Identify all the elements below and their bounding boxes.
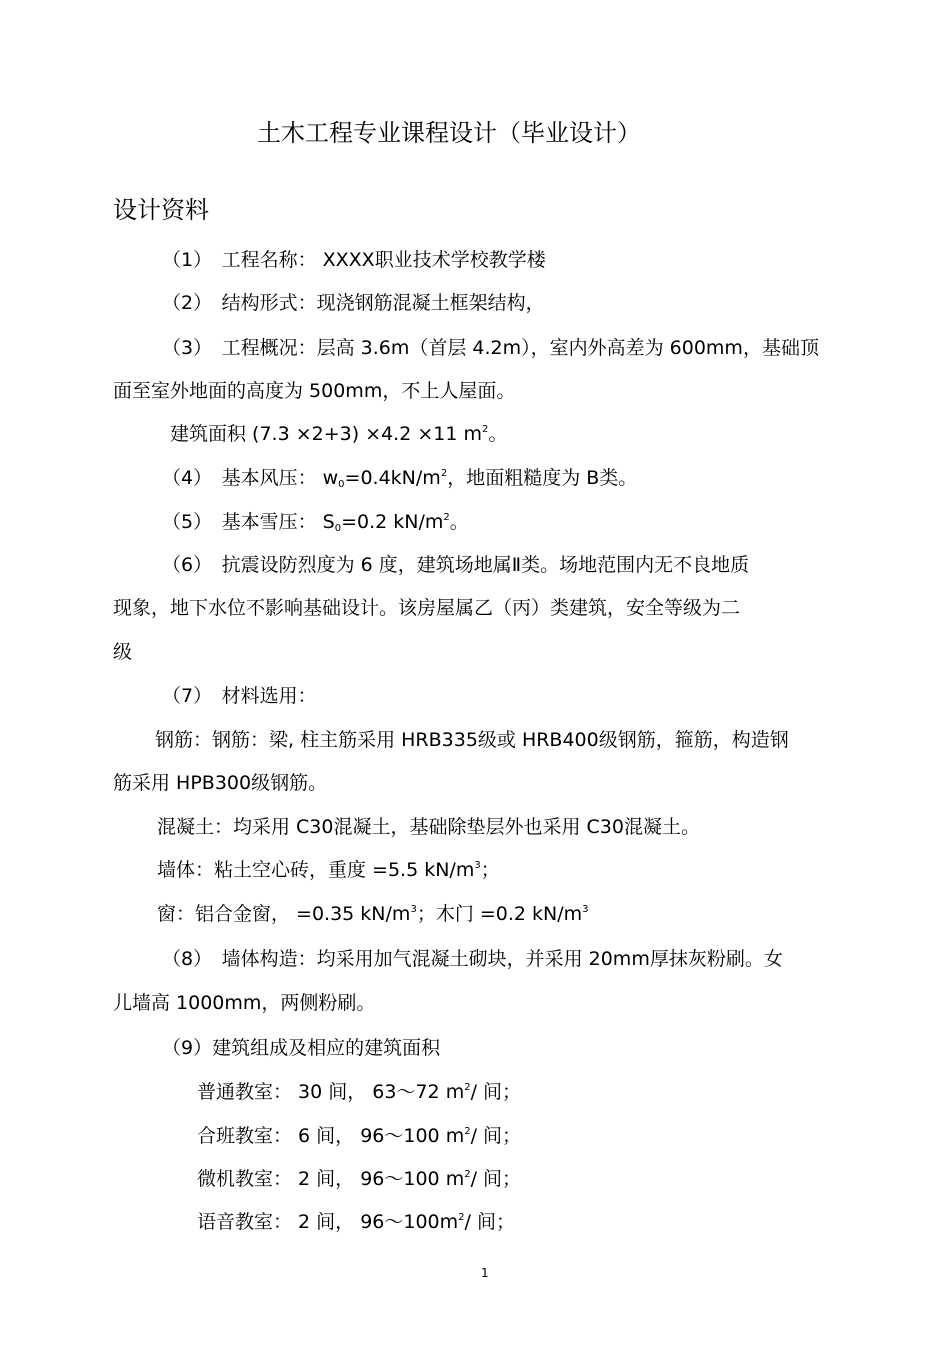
item-6-line-2: 现象，地下水位不影响基础设计。该房屋属乙（丙）类建筑，安全等级为二 [113,597,741,619]
concrete-line: 混凝土：均采用 C30混凝土，基础除垫层外也采用 C30混凝土。 [157,816,700,838]
item-6-line-1: （6） 抗震设防烈度为 6 度，建筑场地属Ⅱ类。场地范围内无不良地质 [162,554,750,576]
window-line: 窗：铝合金窗， =0.35 $kN/m^3$；木门 =0.2 $kN/m^3$ [157,903,589,925]
item-8-line-2: 儿墙高 1000mm，两侧粉刷。 [113,992,376,1014]
section-heading: 设计资料 [113,196,209,224]
steel-line-2: 筋采用 HPB300级钢筋。 [113,772,328,794]
item-7: （7） 材料选用： [162,685,317,707]
wall-line: 墙体：粘土空心砖，重度 =5.5 $kN/m^3$； [157,859,500,881]
page-title: 土木工程专业课程设计（毕业设计） [257,119,641,147]
room-row: 普通教室： 30 间， 63～72 $m^2/$ 间； [197,1081,522,1103]
item-3-line-1: （3） 工程概况：层高 3.6m（首层 4.2m），室内外高差为 600mm，基础顶 [162,337,819,359]
item-1: （1） 工程名称： XXXX职业技术学校教学楼 [162,249,546,271]
steel-line-1: 钢筋：钢筋：梁, 柱主筋采用 HRB335级或 HRB400级钢筋，箍筋，构造钢 [155,729,789,751]
building-area: 建筑面积 (7.3 ×2+3) ×4.2 ×11 $m^2$。 [170,423,508,445]
item-3-line-2: 面至室外地面的高度为 500mm，不上人屋面。 [113,380,516,402]
item-8-line-1: （8） 墙体构造：均采用加气混凝土砌块，并采用 20mm厚抹灰粉刷。女 [162,948,783,970]
room-row: 微机教室： 2 间， 96～100 $m^2/$ 间； [197,1168,522,1190]
page-number: 1 [481,1266,489,1280]
item-5-snow-pressure: （5） 基本雪压： S0=0.2 $kN/m^2$。 [162,511,469,534]
room-row: 合班教室： 6 间， 96～100 $m^2/$ 间； [197,1125,522,1147]
item-6-line-3: 级 [113,641,133,663]
item-2: （2） 结构形式：现浇钢筋混凝土框架结构， [162,292,545,314]
item-4-wind-pressure: （4） 基本风压： $w0=0.4kN/m^2$，地面粗糙度为 B类。 [162,467,638,490]
room-row: 语音教室： 2 间， $96\sim 100m^2/$ 间； [197,1211,515,1233]
item-9: （9）建筑组成及相应的建筑面积 [162,1037,441,1059]
